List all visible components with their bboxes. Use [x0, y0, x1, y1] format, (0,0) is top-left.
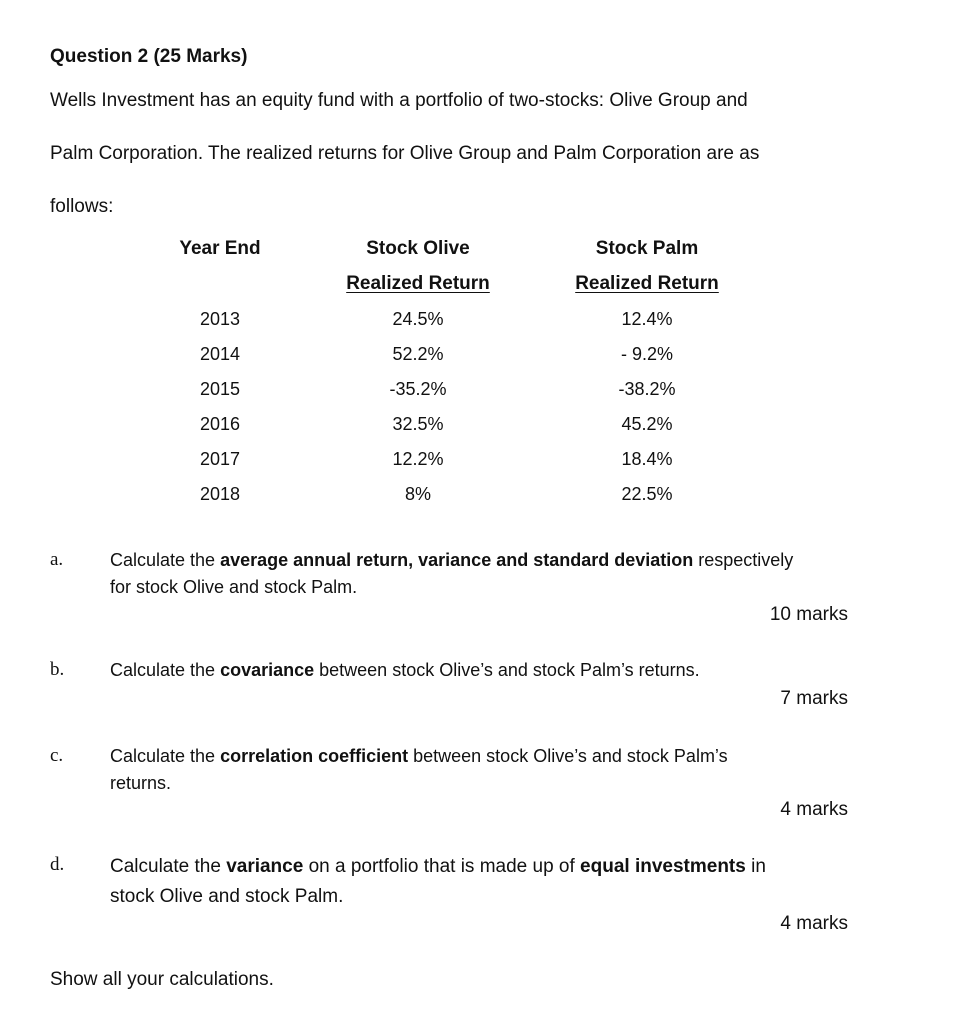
header-olive: Stock Olive — [366, 238, 470, 259]
cell-year: 2017 — [199, 449, 241, 469]
cell-olive: -35.2% — [389, 379, 447, 399]
cell-year: 2018 — [199, 484, 241, 504]
question-a-bold: average annual return, variance and standard deviation — [220, 550, 694, 570]
cell-year: 2013 — [199, 309, 241, 329]
question-d-post: in — [745, 856, 766, 877]
header-year-end: Year End — [179, 238, 261, 259]
question-c-post: between stock Olive’s and stock Palm’s — [408, 746, 728, 766]
question-b-post: between stock Olive’s and stock Palm’s returns. — [314, 660, 700, 680]
question-a-line2: for stock Olive and stock Palm. — [110, 577, 358, 597]
question-d-text — [110, 852, 850, 912]
cell-palm: 18.4% — [621, 449, 673, 469]
question-a-pre: Calculate the — [110, 550, 221, 570]
header-olive-realized: Realized Return — [346, 273, 490, 294]
cell-palm: - 9.2% — [620, 344, 674, 364]
cell-olive: 52.2% — [392, 344, 444, 364]
cell-olive: 12.2% — [392, 449, 444, 469]
question-a-marks: 10 marks — [769, 604, 848, 625]
cell-olive: 8% — [404, 484, 431, 504]
question-d-marks: 4 marks — [780, 913, 848, 934]
question-c-bold: correlation coefficient — [220, 746, 409, 766]
cell-year: 2016 — [199, 414, 241, 434]
intro-line-3: follows: — [50, 196, 114, 217]
cell-year: 2014 — [199, 344, 241, 364]
cell-palm: -38.2% — [618, 379, 676, 399]
header-palm-realized: Realized Return — [575, 273, 719, 294]
question-b-letter: b. — [50, 659, 65, 680]
cell-palm: 45.2% — [621, 414, 673, 434]
question-d-letter: d. — [50, 854, 65, 875]
question-b-pre: Calculate the — [110, 660, 221, 680]
question-c-letter: c. — [50, 745, 64, 766]
header-palm: Stock Palm — [595, 238, 699, 259]
question-a-letter: a. — [50, 549, 64, 570]
cell-year: 2015 — [199, 379, 241, 399]
cell-olive: 32.5% — [392, 414, 444, 434]
cell-palm: 22.5% — [621, 484, 673, 504]
question-b-marks: 7 marks — [780, 688, 848, 709]
intro-line-2: Palm Corporation. The realized returns for Olive Group and Palm Corporation are as — [50, 143, 760, 164]
cell-olive: 24.5% — [392, 309, 444, 329]
question-a-text — [110, 547, 850, 601]
question-c-pre: Calculate the — [110, 746, 221, 766]
question-d-bold: variance — [226, 856, 304, 877]
question-c-marks: 4 marks — [780, 799, 848, 820]
cell-palm: 12.4% — [621, 309, 673, 329]
question-a-post: respectively — [693, 550, 794, 570]
question-d-pre: Calculate the — [110, 856, 227, 877]
footer-instruction: Show all your calculations. — [50, 969, 274, 990]
question-b-bold: covariance — [220, 660, 315, 680]
question-d-bold2: equal investments — [580, 856, 746, 877]
intro-line-1: Wells Investment has an equity fund with a portfolio of two-stocks: Olive Group and — [50, 90, 748, 111]
question-c-text — [110, 743, 850, 797]
question-d-mid: on a portfolio that is made up of — [303, 856, 581, 877]
question-d-line2: stock Olive and stock Palm. — [110, 886, 344, 907]
question-c-line2: returns. — [110, 773, 172, 793]
question-b-text — [110, 657, 850, 684]
question-title: Question 2 (25 Marks) — [50, 46, 248, 67]
